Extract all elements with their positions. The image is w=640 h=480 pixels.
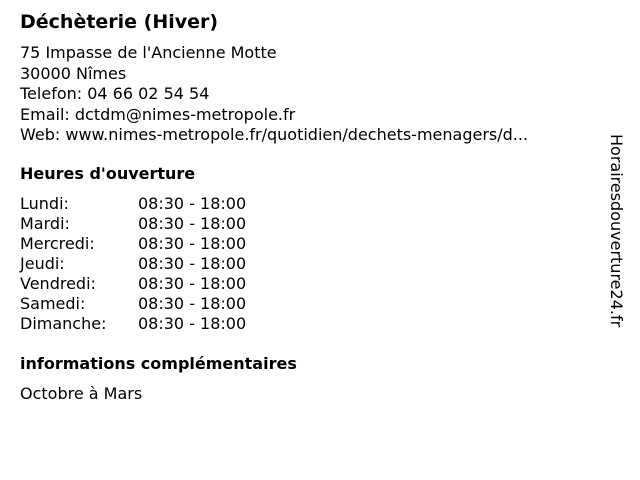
address-street: 75 Impasse de l'Ancienne Motte bbox=[20, 43, 277, 62]
time-range: 08:30 - 18:00 bbox=[138, 234, 247, 253]
day-label: Vendredi: bbox=[20, 274, 96, 293]
hours-row bbox=[20, 234, 246, 254]
day-label: Mardi: bbox=[20, 214, 70, 233]
time-range: 08:30 - 18:00 bbox=[138, 214, 247, 233]
hours-row bbox=[20, 194, 246, 214]
day-label: Jeudi: bbox=[20, 254, 65, 273]
hours-row bbox=[20, 314, 246, 334]
hours-row bbox=[20, 294, 246, 314]
address-city: 30000 Nîmes bbox=[20, 63, 127, 83]
website-link: Web: www.nimes-metropole.fr/quotidien/dechets-menagers/d... bbox=[20, 125, 529, 144]
time-range: 08:30 - 18:00 bbox=[138, 194, 247, 213]
day-label: Lundi: bbox=[20, 194, 69, 213]
day-label: Mercredi: bbox=[20, 234, 95, 253]
time-range: 08:30 - 18:00 bbox=[138, 254, 247, 273]
phone-number: Telefon: 04 66 02 54 54 bbox=[20, 84, 210, 103]
time-range: 08:30 - 18:00 bbox=[138, 274, 247, 293]
time-range: 08:30 - 18:00 bbox=[138, 314, 247, 333]
day-label: Dimanche: bbox=[20, 314, 107, 333]
contact-block bbox=[20, 43, 528, 146]
hours-row bbox=[20, 254, 246, 274]
hours-row bbox=[20, 214, 246, 234]
email-address: Email: dctdm@nimes-metropole.fr bbox=[20, 104, 296, 124]
time-range: 08:30 - 18:00 bbox=[138, 294, 247, 313]
site-watermark: Horairesdouverture24.fr bbox=[607, 134, 626, 328]
opening-hours-list bbox=[20, 194, 246, 334]
page-title: Déchèterie (Hiver) bbox=[20, 11, 219, 33]
day-label: Samedi: bbox=[20, 294, 86, 313]
info-text: Octobre à Mars bbox=[20, 384, 143, 403]
hours-heading: Heures d'ouverture bbox=[20, 164, 196, 183]
info-heading: informations complémentaires bbox=[20, 354, 297, 373]
hours-row bbox=[20, 274, 246, 294]
